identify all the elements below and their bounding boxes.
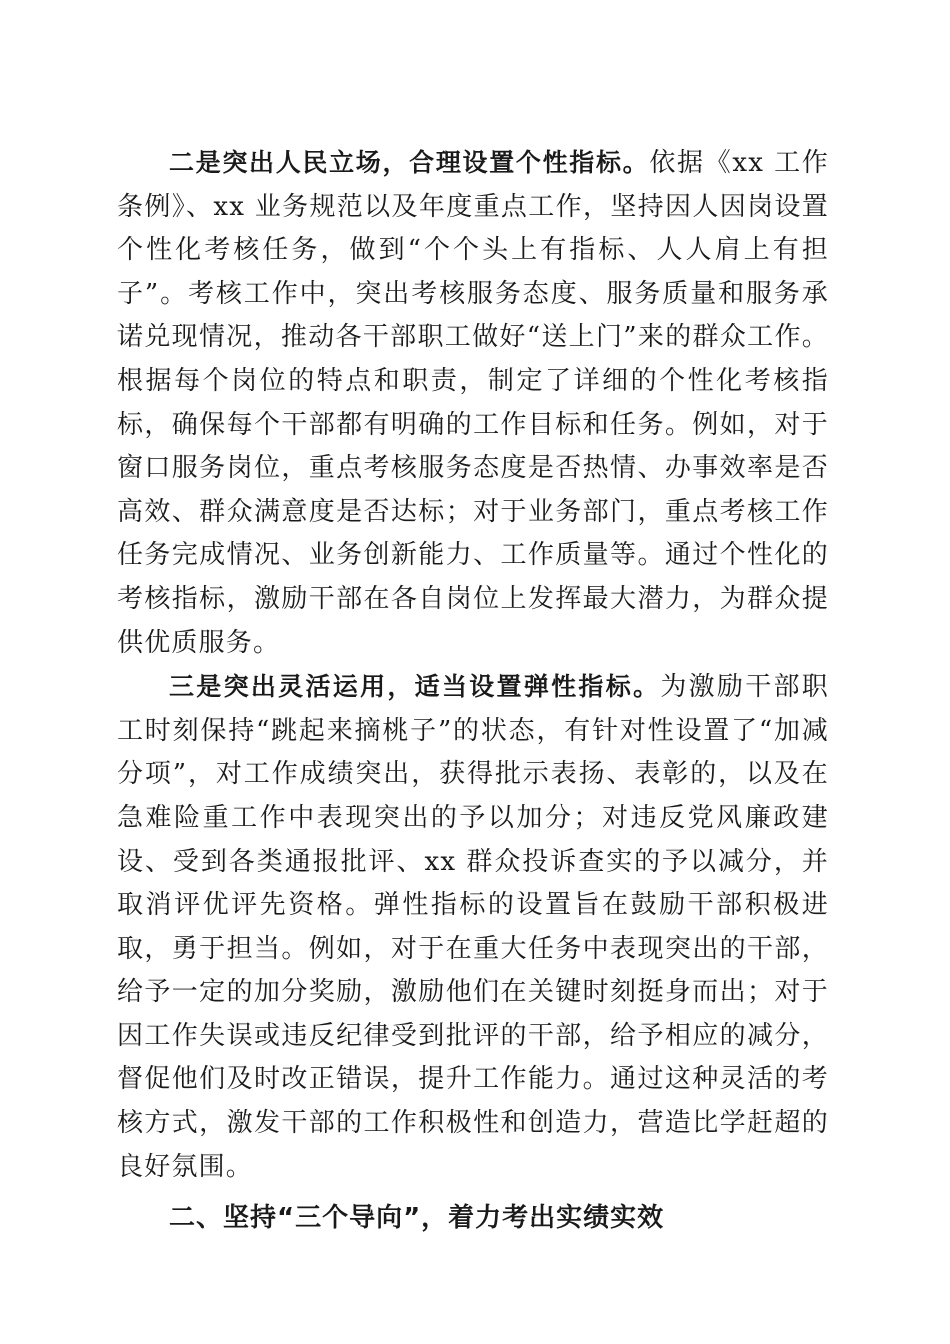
section-heading: 二、坚持“三个导向”，着力考出实绩实效 xyxy=(169,1203,665,1234)
paragraph-text: 为激励干部职工时刻保持“跳起来摘桃子”的状态，有针对性设置了“加减分项”，对工作成绩突出，获得批示表扬、表彰的，以及在急难险重工作中表现突出的予以加分；对违反党风廉政建设、受到各类通报批评、xx 群众投诉查实的予以减分，并取消评优评先资格。弹性指标的设置旨在鼓励干部积极进取，勇于担当。例如，对于在重大任务中表现突出的干部，给予一定的加分奖励，激励他们在关键时刻挺身而出；对于因工作失误或违反纪律受到批评的干部，给予相应的减分，督促他们及时改正错误，提升工作能力。通过这种灵活的考核方式，激发干部的工作积极性和创造力，营造比学赶超的良好氛围。 xyxy=(117,672,830,1182)
paragraph-flexible-indicators xyxy=(117,665,829,1189)
document-body xyxy=(117,141,829,1241)
paragraph-lead: 二是突出人民立场，合理设置个性指标。 xyxy=(169,148,650,177)
paragraph-personalized-indicators xyxy=(117,141,829,665)
paragraph-text: 依据《xx 工作条例》、xx 业务规范以及年度重点工作，坚持因人因岗设置个性化考核任务，做到“个个头上有指标、人人肩上有担子”。考核工作中，突出考核服务态度、服务质量和服务承诺兑现情况，推动各干部职工做好“送上门”来的群众工作。根据每个岗位的特点和职责，制定了详细的个性化考核指标，确保每个干部都有明确的工作目标和任务。例如，对于窗口服务岗位，重点考核服务态度是否热情、办事效率是否高效、群众满意度是否达标；对于业务部门，重点考核工作任务完成情况、业务创新能力、工作质量等。通过个性化的考核指标，激励干部在各自岗位上发挥最大潜力，为群众提供优质服务。 xyxy=(117,148,829,658)
paragraph-lead: 三是突出灵活运用，适当设置弹性指标。 xyxy=(169,672,661,702)
